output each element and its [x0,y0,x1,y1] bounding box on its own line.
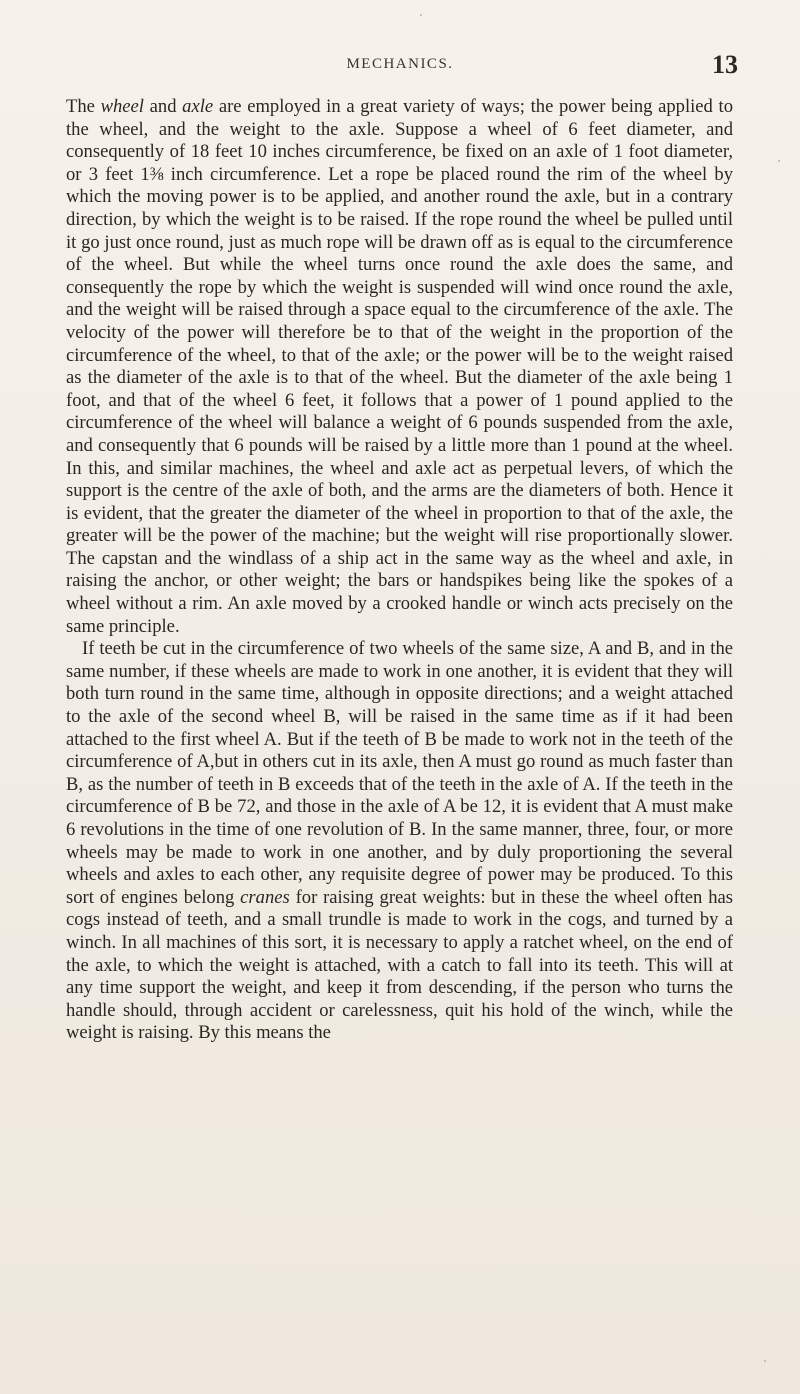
text-run: for raising great weights: but in these the wheel often has cogs instead of teeth, and a small trundle is made to work in the cogs, and turned by a winch. In all machines of this sort, it is necessary to apply a ratchet wheel, on the end of the axle, to which the weight is attached, with a catch to fall into its teeth. This will at any time support the weight, and keep it from descending, if the person who turns the handle should, through accident or carelessness, quit his hold of the winch, while the weight is raising. By this means the [66,886,733,1044]
text-run: and [143,96,183,117]
paragraph-toothed-wheels [66,638,733,1045]
text-run: are employed in a great variety of ways; the power being applied to the wheel, and the weight to the axle. Suppose a wheel of 6 feet diameter, and consequently of 18 feet 10 inches circumference, be fixed on an axle of 1 foot diameter, or 3 feet 1⅜ inch circumference. Let a rope be placed round the rim of the wheel by which the moving power is to be applied, and another round the axle, but in a contrary direction, by which the weight is to be raised. If the rope round the wheel be pulled until it go just once round, just as much rope will be drawn off as is equal to the circumference of the wheel. But while the wheel turns once round the axle does the same, and consequently the rope by which the weight is suspended will wind once round the axle, and the weight will be raised through a space equal to the circumference of the axle. The velocity of the power will therefore be to that of the weight in the proportion of the circumference of the wheel, to that of the axle; or the power will be to the weight raised as the diameter of the axle is to that of the wheel. But the diameter of the axle being 1 foot, and that of the wheel 6 feet, it follows that a power of 1 pound applied to the circumference of the wheel will balance a weight of 6 pounds suspended from the axle, and consequently that 6 pounds will be raised by a little more than 1 pound at the wheel. In this, and similar machines, the wheel and axle act as perpetual levers, of which the support is the centre of the axle of both, and the arms are the diameters of both. Hence it is evident, that the greater the diameter of the wheel in proportion to that of the axle, the greater will be the power of the machine; but the weight will rise proportionally slower. The capstan and the windlass of a ship act in the same way as the wheel and axle, in raising the anchor, or other weight; the bars or handspikes being like the spokes of a wheel without a rim. An axle moved by a crooked handle or winch acts precisely on the same principle. [66,96,733,637]
paper-speck [764,1360,766,1362]
paragraph-wheel-and-axle [66,96,733,638]
running-title: MECHANICS. [346,56,454,72]
text-run-italic: wheel [100,96,144,117]
paper-speck [778,160,780,162]
text-run: The [66,96,101,117]
text-run-italic: axle [182,96,214,117]
text-run: If teeth be cut in the circumference of two wheels of the same size, A and B, and in the same number, if these wheels are made to work in one another, it is evident that they will both turn round in the same time, although in opposite directions; and a weight attached to the axle of the second wheel B, will be raised in the same time as if it had been attached to the first wheel A. But if the teeth of B be made to work not in the teeth of the circumference of A,but in others cut in its axle, then A must go round as much faster than B, as the number of teeth in B exceeds that of the teeth in the axle of A. If the teeth in the circumference of B be 72, and those in the axle of A be 12, it is evident that A must make 6 revolutions in the time of one revolution of B. In the same manner, three, four, or more wheels may be made to work in one another, and by duly proportioning the several wheels and axles to each other, any requisite degree of power may be produced. To this sort of engines belong [66,638,733,908]
page-number: 13 [712,50,738,79]
running-head [0,50,800,84]
paper-speck [420,14,422,16]
text-run-italic: cranes [240,886,290,908]
body-text [66,96,733,1045]
